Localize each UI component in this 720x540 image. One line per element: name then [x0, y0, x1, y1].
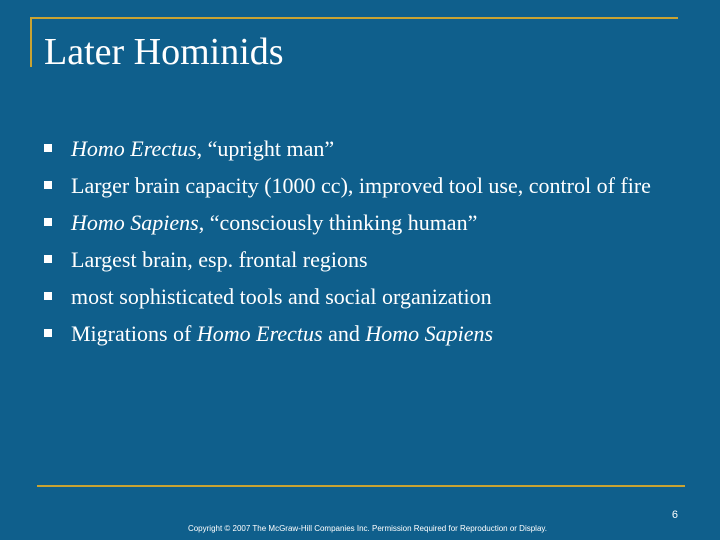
- square-bullet-icon: [44, 329, 52, 337]
- square-bullet-icon: [44, 255, 52, 263]
- bullet-text-italic: Homo Sapiens: [71, 210, 199, 235]
- bullet-text-segment: and: [322, 321, 366, 346]
- bullet-text-segment: , “consciously thinking human”: [198, 210, 478, 235]
- bullet-list: [40, 134, 680, 356]
- top-rule: [30, 17, 678, 19]
- bullet-text-italic: Homo Sapiens: [365, 321, 494, 346]
- bullet-text: [71, 210, 477, 235]
- bullet-item: [40, 134, 680, 164]
- slide-title: Later Hominids: [44, 31, 284, 73]
- bullet-text: [71, 321, 493, 346]
- bullet-item: [40, 319, 680, 349]
- bottom-rule: [37, 485, 685, 487]
- page-number: 6: [671, 509, 678, 521]
- bullet-item: [40, 171, 680, 201]
- bullet-text-segment: , “upright man”: [196, 136, 335, 161]
- copyright-notice: Copyright © 2007 The McGraw-Hill Companies Inc. Permission Required for Reproduction or Display.: [187, 524, 548, 533]
- bullet-text: [71, 284, 492, 309]
- square-bullet-icon: [44, 144, 52, 152]
- bullet-item: [40, 245, 680, 275]
- bullet-text-italic: Homo Erectus: [196, 321, 323, 346]
- square-bullet-icon: [44, 292, 52, 300]
- left-rule: [30, 17, 32, 67]
- bullet-text-segment: Migrations of: [71, 321, 197, 346]
- bullet-text: [71, 173, 651, 198]
- bullet-text-segment: Largest brain, esp. frontal regions: [71, 247, 368, 272]
- bullet-item: [40, 282, 680, 312]
- bullet-text: [71, 136, 334, 161]
- bullet-text-segment: most sophisticated tools and social organization: [71, 284, 492, 309]
- square-bullet-icon: [44, 181, 52, 189]
- bullet-text-segment: Larger brain capacity (1000 cc), improved tool use, control of fire: [71, 173, 651, 198]
- bullet-item: [40, 208, 680, 238]
- square-bullet-icon: [44, 218, 52, 226]
- bullet-text-italic: Homo Erectus: [71, 136, 197, 161]
- bullet-text: [71, 247, 368, 272]
